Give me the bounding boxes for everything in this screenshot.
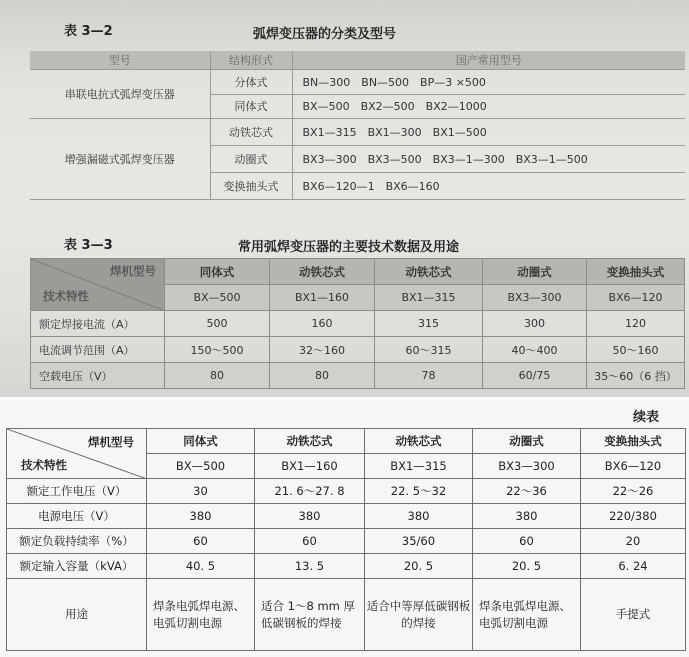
- table32-header-model: 型号: [30, 51, 210, 70]
- use-cell: 适合 1～8 mm 厚低碳钢板的焊接: [255, 579, 365, 651]
- model-cell: BX—500: [147, 454, 255, 479]
- row-label: 额定负载持续率（%）: [7, 529, 147, 554]
- value-cell: 380: [473, 504, 581, 529]
- value-cell: 35～60（6 挡）: [587, 363, 685, 389]
- value-cell: 32～160: [270, 337, 375, 363]
- row-label: 空载电压（V）: [31, 363, 165, 389]
- value-cell: 13. 5: [255, 554, 365, 579]
- value-cell: 220/380: [581, 504, 686, 529]
- table-row: [30, 119, 685, 146]
- model-cell: BX3—300: [483, 285, 587, 311]
- value-cell: 21. 6～27. 8: [255, 479, 365, 504]
- table-row: [31, 363, 685, 389]
- table-row: [7, 479, 686, 504]
- model-cell: BX—500: [165, 285, 270, 311]
- model-list: BN—300 BN—500 BP—3 ×500: [292, 70, 685, 95]
- group-name: 增强漏磁式弧焊变压器: [30, 119, 210, 200]
- use-cell: 焊条电弧焊电源、电弧切割电源: [473, 579, 581, 651]
- type-cell: 变换抽头式: [587, 259, 685, 285]
- model-cell: BX1—160: [255, 454, 365, 479]
- model-list: BX1—315 BX1—300 BX1—500: [292, 119, 685, 146]
- table-row: [30, 70, 685, 95]
- table32-title: 弧焊变压器的分类及型号: [253, 27, 397, 42]
- value-cell: 60: [473, 529, 581, 554]
- model-cell: BX1—160: [270, 285, 375, 311]
- type-cell: 动铁芯式: [270, 259, 375, 285]
- table33-title: 常用弧焊变压器的主要技术数据及用途: [238, 240, 460, 255]
- table32-header: [30, 51, 685, 70]
- value-cell: 380: [255, 504, 365, 529]
- value-cell: 78: [375, 363, 483, 389]
- type-cell: 动铁芯式: [255, 429, 365, 454]
- value-cell: 380: [365, 504, 473, 529]
- structure-type: 变换抽头式: [210, 173, 292, 200]
- row-label: 额定输入容量（kVA）: [7, 554, 147, 579]
- model-list: BX—500 BX2—500 BX2—1000: [292, 94, 685, 119]
- value-cell: 300: [483, 311, 587, 337]
- table-3-3: [30, 258, 685, 389]
- value-cell: 40～400: [483, 337, 587, 363]
- structure-type: 动铁芯式: [210, 119, 292, 146]
- model-list: BX6—120—1 BX6—160: [292, 173, 685, 200]
- model-cell: BX6—120: [587, 285, 685, 311]
- value-cell: 80: [270, 363, 375, 389]
- value-cell: 50～160: [587, 337, 685, 363]
- value-cell: 30: [147, 479, 255, 504]
- table33-corner: [31, 259, 165, 311]
- value-cell: 500: [165, 311, 270, 337]
- type-cell: 动圈式: [483, 259, 587, 285]
- corner-top: 焊机型号: [88, 435, 134, 449]
- value-cell: 20. 5: [473, 554, 581, 579]
- value-cell: 35/60: [365, 529, 473, 554]
- value-cell: 315: [375, 311, 483, 337]
- continued-type-row: [7, 429, 686, 454]
- value-cell: 60: [255, 529, 365, 554]
- value-cell: 160: [270, 311, 375, 337]
- model-list: BX3—300 BX3—500 BX3—1—300 BX3—1—500: [292, 146, 685, 173]
- row-label: 电流调节范围（A）: [31, 337, 165, 363]
- value-cell: 6. 24: [581, 554, 686, 579]
- type-cell: 变换抽头式: [581, 429, 686, 454]
- value-cell: 22～36: [473, 479, 581, 504]
- structure-type: 同体式: [210, 94, 292, 119]
- continued-table: [6, 428, 686, 651]
- type-cell: 动铁芯式: [375, 259, 483, 285]
- use-cell: 适合中等厚低碳钢板的焊接: [365, 579, 473, 651]
- corner-bottom: 技术特性: [43, 289, 89, 303]
- row-label: 额定工作电压（V）: [7, 479, 147, 504]
- value-cell: 380: [147, 504, 255, 529]
- value-cell: 60: [147, 529, 255, 554]
- table-row: [31, 311, 685, 337]
- table-row: [7, 554, 686, 579]
- table-row: [31, 337, 685, 363]
- model-cell: BX1—315: [375, 285, 483, 311]
- row-label: 电源电压（V）: [7, 504, 147, 529]
- group-name: 串联电抗式弧焊变压器: [30, 70, 210, 119]
- value-cell: 20: [581, 529, 686, 554]
- value-cell: 22～26: [581, 479, 686, 504]
- corner-top: 焊机型号: [110, 264, 156, 278]
- continued-corner: [7, 429, 147, 479]
- model-cell: BX3—300: [473, 454, 581, 479]
- table-row: [7, 529, 686, 554]
- table-row-use: [7, 579, 686, 651]
- structure-type: 动圈式: [210, 146, 292, 173]
- table-row: [7, 504, 686, 529]
- table32-label: 表 3—2: [64, 24, 113, 39]
- value-cell: 120: [587, 311, 685, 337]
- type-cell: 同体式: [165, 259, 270, 285]
- table-3-2: [30, 51, 685, 200]
- value-cell: 150～500: [165, 337, 270, 363]
- value-cell: 20. 5: [365, 554, 473, 579]
- value-cell: 80: [165, 363, 270, 389]
- table33-label: 表 3—3: [64, 238, 113, 253]
- row-label: 额定焊接电流（A）: [31, 311, 165, 337]
- value-cell: 60～315: [375, 337, 483, 363]
- model-cell: BX1—315: [365, 454, 473, 479]
- structure-type: 分体式: [210, 70, 292, 95]
- value-cell: 60/75: [483, 363, 587, 389]
- use-cell: 手提式: [581, 579, 686, 651]
- table32-header-common-models: 国产常用型号: [292, 51, 685, 70]
- type-cell: 同体式: [147, 429, 255, 454]
- table32-header-structure: 结构形式: [210, 51, 292, 70]
- model-cell: BX6—120: [581, 454, 686, 479]
- use-cell: 焊条电弧焊电源、电弧切割电源: [147, 579, 255, 651]
- type-cell: 动铁芯式: [365, 429, 473, 454]
- type-cell: 动圈式: [473, 429, 581, 454]
- row-label: 用途: [7, 579, 147, 651]
- value-cell: 40. 5: [147, 554, 255, 579]
- continued-label: 续表: [633, 410, 660, 425]
- value-cell: 22. 5～32: [365, 479, 473, 504]
- corner-bottom: 技术特性: [21, 458, 67, 472]
- table33-type-row: [31, 259, 685, 285]
